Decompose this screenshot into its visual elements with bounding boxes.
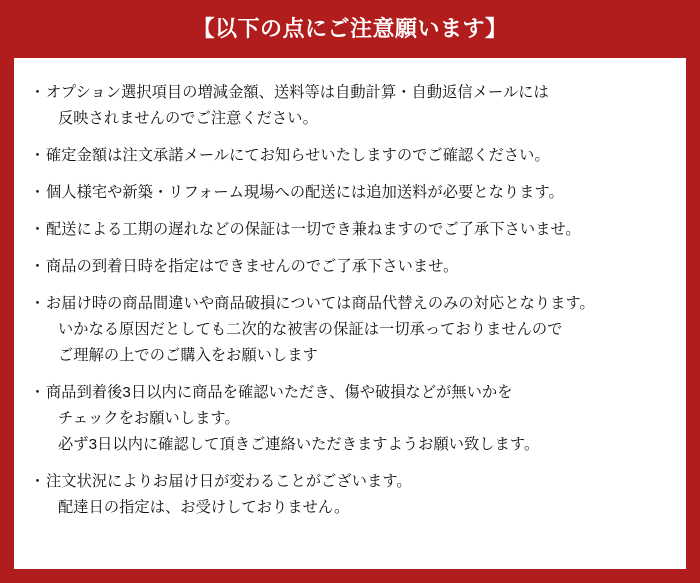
list-item bbox=[30, 469, 670, 521]
list-item-line: 配送による工期の遅れなどの保証は一切でき兼ねますのでご了承下さいませ。 bbox=[46, 221, 581, 238]
list-item-text bbox=[46, 143, 670, 169]
list-item-line: 商品到着後3日以内に商品を確認いただき、傷や破損などが無いかを bbox=[46, 384, 513, 401]
list-item-line: オプション選択項目の増減金額、送料等は自動計算・自動返信メールには bbox=[46, 84, 549, 101]
list-item-line: 必ず3日以内に確認して頂きご連絡いただきますようお願い致します。 bbox=[58, 436, 540, 453]
bullet-icon: ・ bbox=[30, 384, 46, 401]
list-item bbox=[30, 217, 670, 243]
list-item-text bbox=[46, 469, 670, 521]
bullet-icon: ・ bbox=[30, 221, 46, 238]
list-item-line: お届け時の商品間違いや商品破損については商品代替えのみの対応となります。 bbox=[46, 295, 595, 312]
list-item-text bbox=[46, 80, 670, 132]
bullet-icon: ・ bbox=[30, 84, 46, 101]
list-item bbox=[30, 291, 670, 369]
list-item-line: 個人様宅や新築・リフォーム現場への配送には追加送料が必要となります。 bbox=[46, 184, 564, 201]
notice-title: 【以下の点にご注意願います】 bbox=[192, 16, 508, 41]
bullet-icon: ・ bbox=[30, 295, 46, 312]
list-item-line: 注文状況によりお届け日が変わることがございます。 bbox=[46, 473, 412, 490]
list-item-line: 確定金額は注文承諾メールにてお知らせいたしますのでご確認ください。 bbox=[46, 147, 550, 164]
list-item-line: チェックをお願いします。 bbox=[58, 410, 240, 427]
list-item-text bbox=[46, 380, 670, 458]
list-item-text bbox=[46, 254, 670, 280]
bullet-icon: ・ bbox=[30, 258, 46, 275]
list-item bbox=[30, 180, 670, 206]
list-item-text bbox=[46, 217, 670, 243]
bullet-icon: ・ bbox=[30, 147, 46, 164]
list-item-text bbox=[46, 180, 670, 206]
list-item bbox=[30, 380, 670, 458]
list-item-line: 反映されませんのでご注意ください。 bbox=[58, 110, 318, 127]
notice-body bbox=[14, 58, 686, 569]
bullet-icon: ・ bbox=[30, 184, 46, 201]
list-item bbox=[30, 254, 670, 280]
list-item-line: 配達日の指定は、お受けしておりません。 bbox=[58, 499, 350, 516]
list-item-text bbox=[46, 291, 670, 369]
list-item bbox=[30, 80, 670, 132]
notice-list bbox=[30, 80, 670, 521]
list-item bbox=[30, 143, 670, 169]
bullet-icon: ・ bbox=[30, 473, 46, 490]
list-item-line: いかなる原因だとしても二次的な被害の保証は一切承っておりませんので bbox=[58, 321, 563, 338]
list-item-line: ご理解の上でのご購入をお願いします bbox=[58, 347, 318, 364]
list-item-line: 商品の到着日時を指定はできませんのでご了承下さいませ。 bbox=[46, 258, 459, 275]
